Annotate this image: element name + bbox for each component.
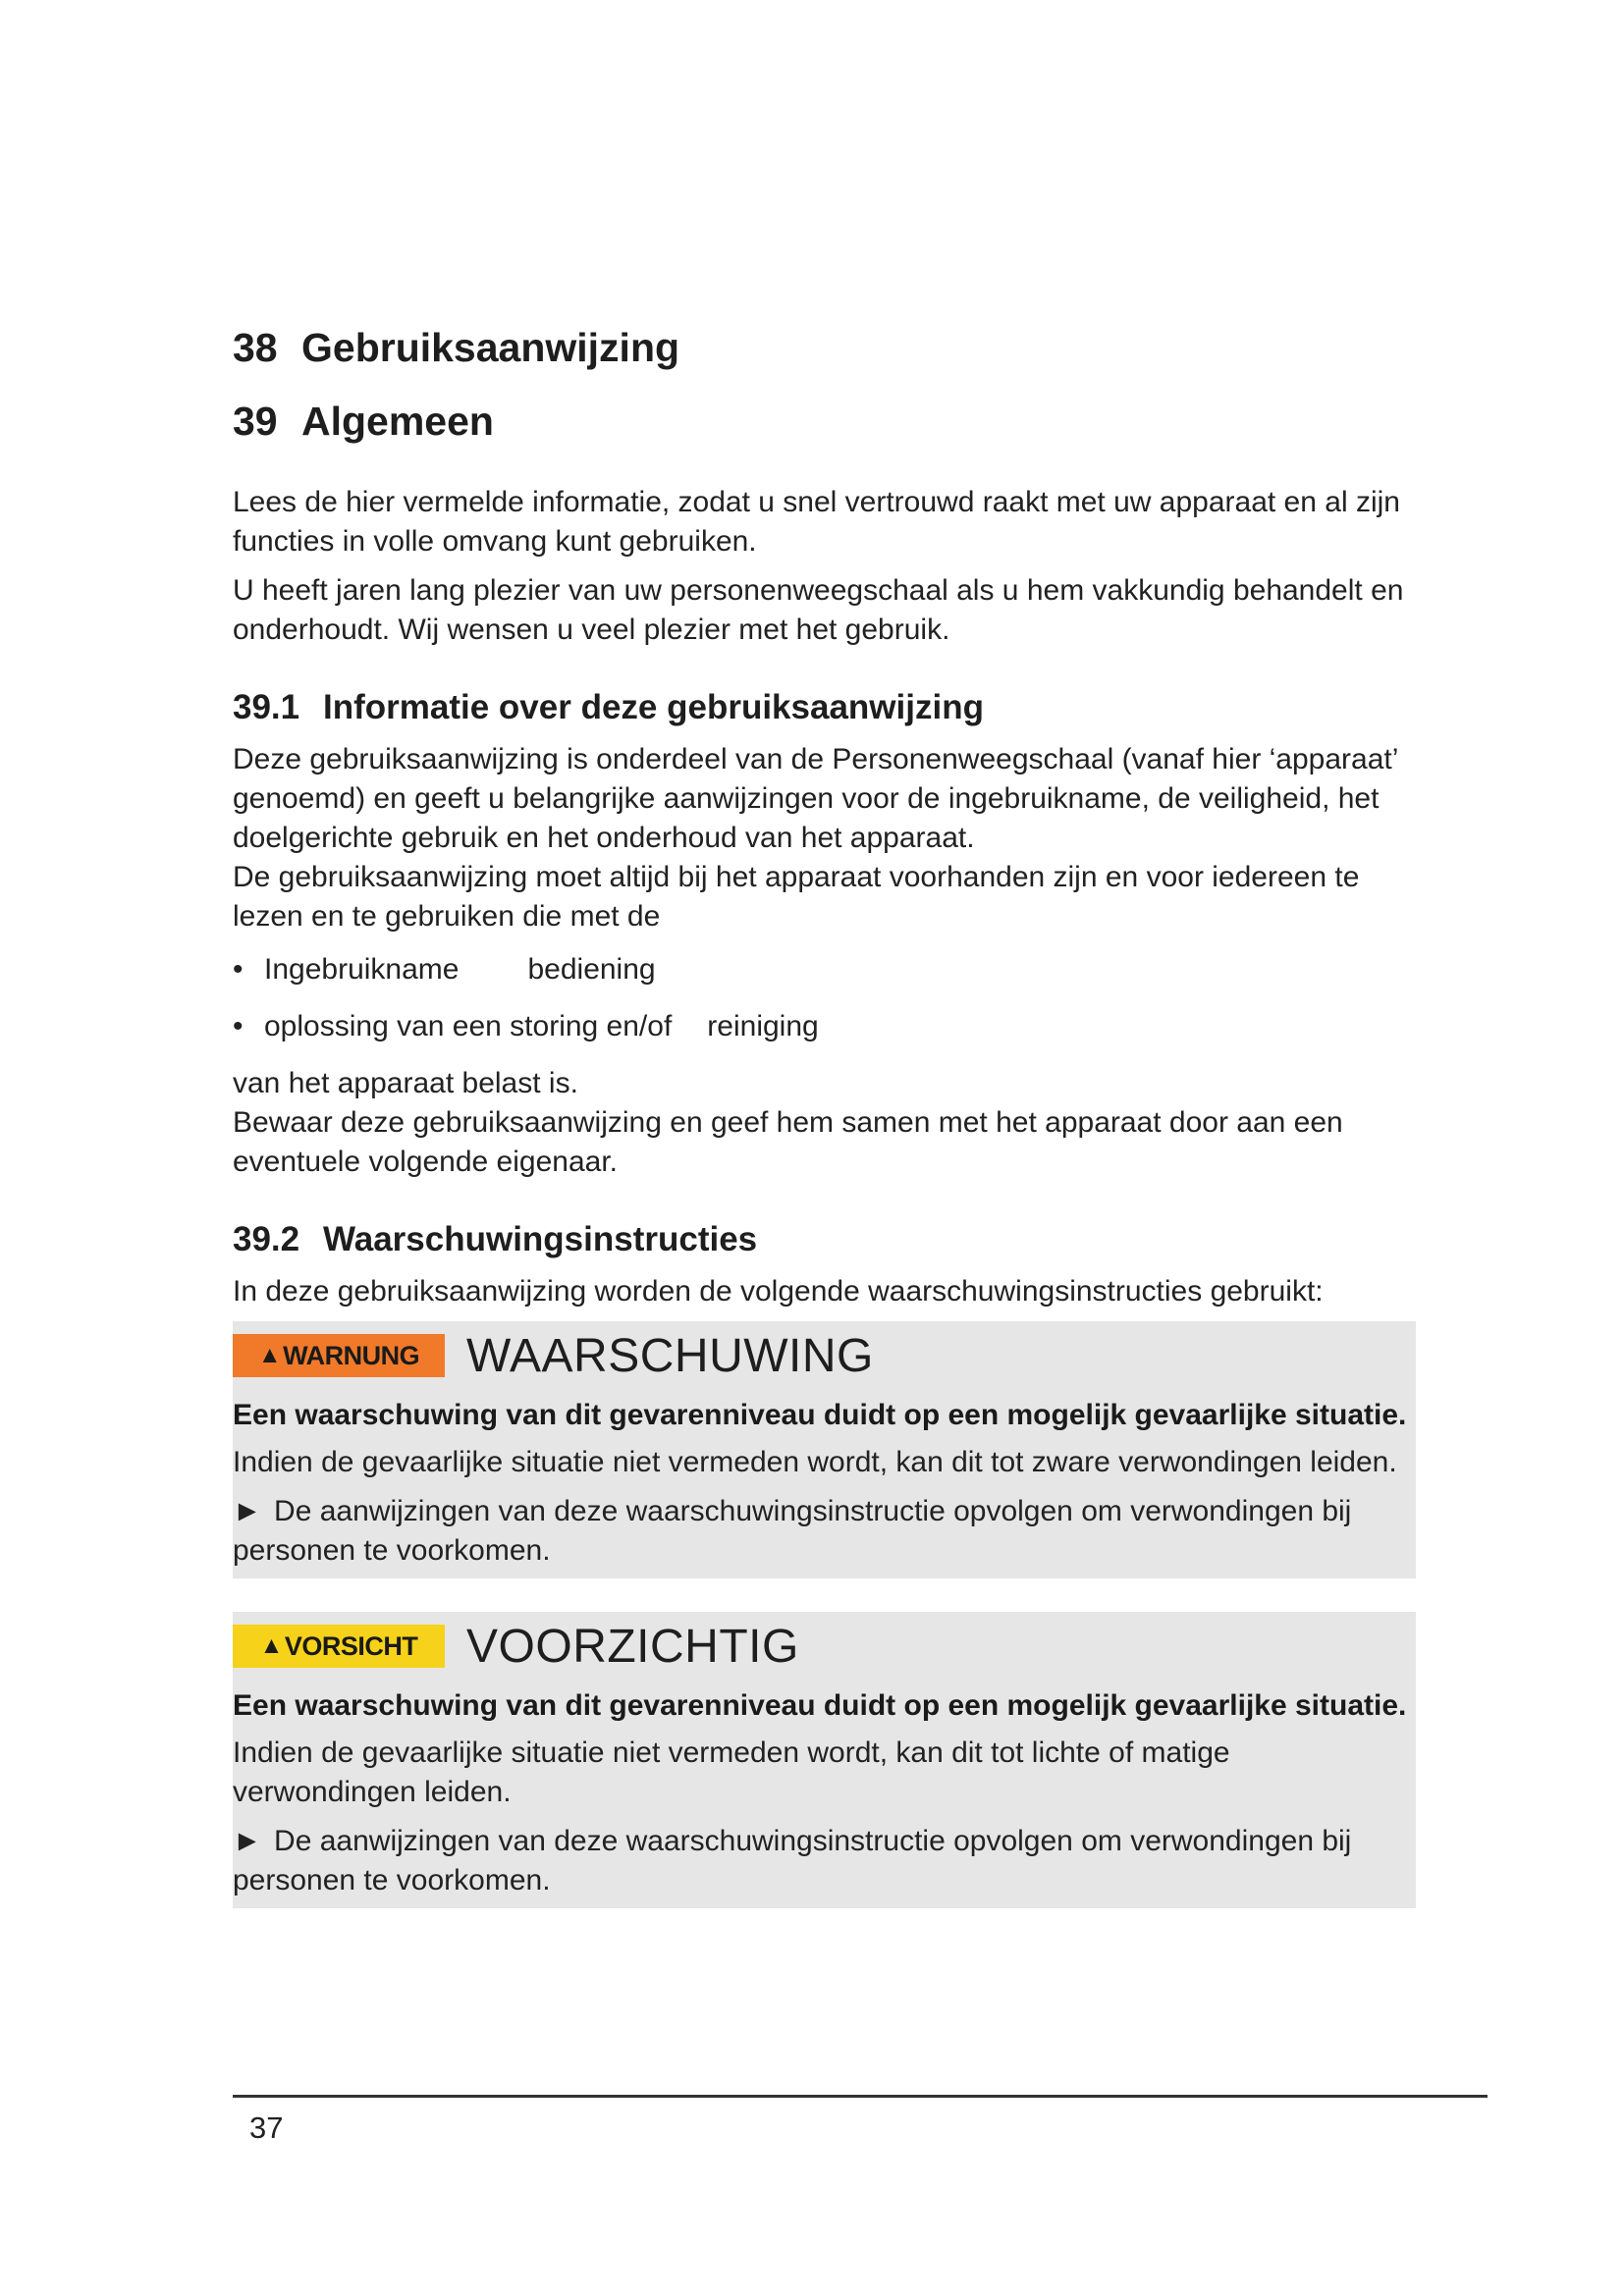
warning-header	[233, 1321, 1416, 1390]
heading-39-2	[233, 1219, 1421, 1260]
page-number: 37	[249, 2110, 284, 2145]
warning-action	[233, 1492, 1416, 1571]
footer-divider	[233, 2095, 1488, 2098]
bullet-icon: •	[233, 1010, 244, 1043]
heading-39-1-number: 39.1	[233, 688, 300, 727]
warning-box	[233, 1321, 1416, 1578]
heading-38-number: 38	[233, 325, 278, 370]
section-39-1-paragraph-1: Deze gebruiksaanwijzing is onderdeel van de Personenweegschaal (vanaf hier ‘apparaat’ genoemd) en geeft u belangrijke aanwijzingen voor de ingebruikname, de veiligheid, het doelgerichte gebruik en het onderhoud van het apparaat.	[233, 743, 1398, 855]
warning-action-text: De aanwijzingen van deze waarschuwingsinstructie opvolgen om verwondingen bij personen te voorkomen.	[233, 1495, 1352, 1568]
heading-39-1	[233, 687, 1421, 728]
warning-signal-word: WAARSCHUWING	[466, 1329, 874, 1382]
caution-action-text: De aanwijzingen van deze waarschuwingsinstructie opvolgen om verwondingen bij personen te voorkomen.	[233, 1825, 1352, 1897]
arrow-right-icon: ►	[233, 1495, 262, 1528]
heading-39-number: 39	[233, 399, 278, 445]
caution-header	[233, 1612, 1416, 1681]
caution-bold-text: Een waarschuwing van dit gevarenniveau duidt op een mogelijk gevaarlijke situatie.	[233, 1689, 1407, 1723]
heading-39-2-number: 39.2	[233, 1220, 300, 1259]
section-39-1-paragraph-4: Bewaar deze gebruiksaanwijzing en geef hem samen met het apparaat door aan een eventuele volgende eigenaar.	[233, 1106, 1343, 1179]
section-39-2-intro: In deze gebruiksaanwijzing worden de volgende waarschuwingsinstructies gebruikt:	[233, 1275, 1324, 1308]
section-39-1-paragraph-3: van het apparaat belast is.	[233, 1067, 578, 1100]
caution-signal-word: VOORZICHTIG	[466, 1620, 799, 1673]
warning-bold-text: Een waarschuwing van dit gevarenniveau duidt op een mogelijk gevaarlijke situatie.	[233, 1399, 1407, 1432]
intro-paragraph-2: U heeft jaren lang plezier van uw personenweegschaal als u hem vakkundig behandelt en onderhoudt. Wij wensen u veel plezier met het gebruik.	[233, 574, 1404, 647]
warning-badge-label: WARNUNG	[283, 1340, 420, 1370]
caution-box	[233, 1612, 1416, 1908]
warning-badge	[233, 1334, 445, 1377]
caution-badge	[233, 1625, 445, 1668]
warning-consequence-text: Indien de gevaarlijke situatie niet vermeden wordt, kan dit tot zware verwondingen leiden.	[233, 1446, 1397, 1479]
arrow-right-icon: ►	[233, 1825, 262, 1858]
list-item	[233, 1007, 1421, 1046]
heading-39	[233, 398, 1421, 446]
caution-action	[233, 1822, 1416, 1900]
bullet-item-b: reiniging	[707, 1010, 819, 1043]
heading-38	[233, 324, 1421, 372]
usage-bullet-list	[233, 950, 1421, 1046]
bullet-item-a: Ingebruikname	[264, 953, 460, 987]
bullet-icon: •	[233, 953, 244, 987]
list-item	[233, 950, 1421, 989]
warning-triangle-icon: ▲	[259, 1632, 283, 1660]
heading-39-1-title: Informatie over deze gebruiksaanwijzing	[323, 688, 984, 727]
section-39-1-paragraph-2: De gebruiksaanwijzing moet altijd bij het apparaat voorhanden zijn en voor iedereen te lezen en te gebruiken die met de	[233, 861, 1360, 934]
caution-consequence-text: Indien de gevaarlijke situatie niet vermeden wordt, kan dit tot lichte of matige verwondingen leiden.	[233, 1736, 1230, 1809]
page-content	[233, 324, 1421, 1908]
heading-39-title: Algemeen	[301, 399, 494, 445]
warning-triangle-icon: ▲	[257, 1342, 282, 1369]
bullet-item-b: bediening	[527, 953, 656, 987]
intro-paragraph-1: Lees de hier vermelde informatie, zodat u snel vertrouwd raakt met uw apparaat en al zijn functies in volle omvang kunt gebruiken.	[233, 486, 1400, 559]
caution-badge-label: VORSICHT	[284, 1630, 418, 1661]
bullet-item-a: oplossing van een storing en/of	[264, 1010, 673, 1043]
heading-39-2-title: Waarschuwingsinstructies	[323, 1220, 758, 1259]
heading-38-title: Gebruiksaanwijzing	[301, 325, 680, 370]
